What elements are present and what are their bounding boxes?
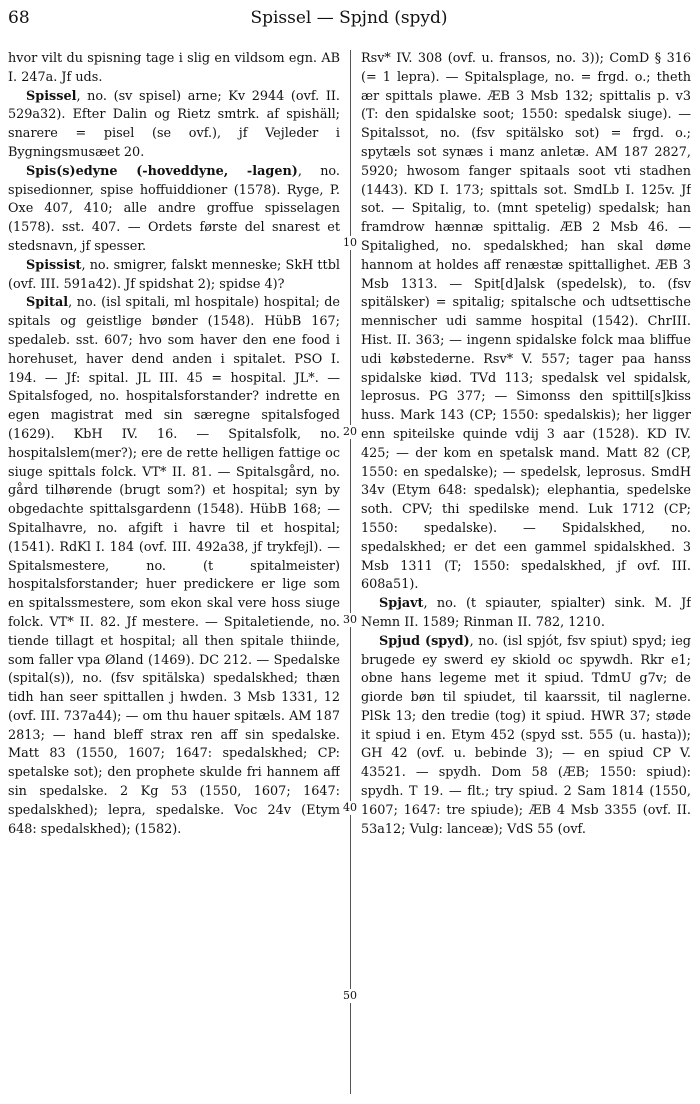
entry-headword: Spissist <box>26 257 82 273</box>
page-header <box>8 8 690 34</box>
dictionary-entry <box>361 595 691 633</box>
entry-text: Rsv* IV. 308 (ovf. u. fransos, no. 3)); ComD § 316 (= 1 lepra). — Spitalsplage, no. = frgd. o.; theth ær spittals plawe. ÆB 3 Msb 132; spittalis p. v3 (T: den spidalske soot; 1550: spedalsk siuge). — Spitalssot, no. (fsv spitälsko sot) = frgd. o.; spytæls sot synæs i manz anletæ. AM 187 2827, 5920; hwosom fanger spitaals soot vti stadhen (1443). KD I. 173; spittals sot. SmdLb I. 125v. Jf sot. — Spitalig, to. (mnt spetelig) spedalsk; han framdrow hænnæ spittalig. ÆB 2 Msb 46. — Spitalighed, no. spedalskhed; han skal døme hannom at holdes aff renæstæ spittallighet. ÆB 3 Msb 1313. — Spit[d]alsk (spedelsk), to. (fsv spitälsker) = spitalig; spitalsche och udtsettische mennischer udi samme hospital (1542). ChrIII. Hist. II. 363; — ingenn spidalske folck maa bliffue udi købstederne. Rsv* V. 557; tager paa hanss spidalske kiød. TVd 113; spedalsk vel spidalsk, leprosus. PG 377; — Simonss den spittil[s]kiss huss. Mark 143 (CP; 1550: spedalskis); her ligger enn spiteilske quinde vdij 3 aar (1528). KD IV. 425; — der kom en spetalsk mand. Matt 82 (CP, 1550: en spedalske); — spedelsk, leprosus. SmdH 34v (Etym 648: spedalsk); elephantia, spedelske soth. CPV; thi spedilske mend. Luk 1712 (CP; 1550: spedalske). — Spidalskhed, no. spedalskhed; er det een gammel spidalskhed. 3 Msb 1311 (T; 1550: spedalskhed, jf ovf. III. 608a51). <box>361 51 691 593</box>
entry-text: , no. spisedionner, spise hoffuiddioner (1578). Ryge, P. Oxe 407, 410; alle andre groffue spisselagen (1578). sst. 407. — Ordets første del snarest et stedsnavn, jf spesser. <box>8 163 340 254</box>
left-column <box>8 50 340 1094</box>
line-number: 30 <box>339 613 361 627</box>
entry-continuation <box>361 50 691 595</box>
dictionary-entry <box>8 163 340 257</box>
entry-headword: Spjavt <box>379 596 424 612</box>
entry-continuation <box>8 50 340 88</box>
dictionary-entry <box>361 633 691 840</box>
entry-headword: Spis(s)edyne (-hoveddyne, -lagen) <box>26 163 298 179</box>
column-divider <box>350 50 351 1094</box>
entry-text: , no. (isl spitali, ml hospitale) hospital; de spitals og geistlige bønder (1548). HübB 167; spedaleb. sst. 607; hvo som haver den ene food i horehuset, haver dend anden i spitalet. PSO I. 194. — Jf: spital. JL III. 45 = hospital. JL*. — Spitalsfoged, no. hospitalsforstander? indrette en egen magistrat med sin særegne spitalsfoged (1629). KbH IV. 16. — Spitalsfolk, no. hospitalslem(mer?); ere de rette helligen fattige oc siuge spittals folck. VT* II. 81. — Spitalsgård, no. gård tilhørende (brugt som?) et hospital; syn by obgedachte spittalsgardenn (1548). HübB 168; — Spitalhavre, no. afgift i havre til et hospital; (1541). RdKl I. 184 (ovf. III. 492a38, jf trykfejl). — Spitalsmestere, no. (t spitalmeister) hospitalsforstander; huer predickere er lige som en spitalssmestere, som ekon skal vere hoss siuge folck. VT* II. 82. Jf mestere. — Spitaletiende, no. tiende tillagt et hospital; all then spitale thiinde, som faller vpa Øland (1469). DC 212. — Spedalske (spital(s)), no. (fsv spitälska) spedalskhed; thæn tidh han seer spittallen j hwden. 3 Msb 1331, 12 (ovf. III. 737a44); — om thu hauer spitæls. AM 187 2813; — hand bleff strax ren aff sin spedalske. Matt 83 (1550, 1607; 1647: spedalskhed; CP: spetalske sot); den prophete skulde fri hannem aff sin spedalske. 2 Kg 53 (1550, 1607; 1647: spedalskhed); lepra, spedalske. Voc 24v (Etym 648: spedalskhed); (1582). <box>8 295 340 837</box>
entry-headword: Spissel <box>26 88 77 104</box>
entry-text: , no. (sv spisel) arne; Kv 2944 (ovf. II. 529a32). Efter Dalin og Rietz smtrk. af spishäll; snarere = pisel (se ovf.), jf Vejleder i Bygningsmusæet 20. <box>8 88 340 160</box>
dictionary-entry <box>8 294 340 839</box>
entry-text: , no. (t spiauter, spialter) sink. M. Jf Nemn II. 1589; Rinman II. 782, 1210. <box>361 596 691 630</box>
entry-text: , no. smigrer, falskt menneske; SkH ttbl (ovf. III. 591a42). Jf spidshat 2); spidse 4)? <box>8 257 340 292</box>
running-head: Spissel — Spjnd (spyd) <box>250 8 448 28</box>
dictionary-entry <box>8 257 340 295</box>
page-number: 68 <box>8 8 30 28</box>
line-number: 20 <box>339 425 361 439</box>
right-column <box>361 50 691 1094</box>
dictionary-entry <box>8 88 340 163</box>
line-number: 40 <box>339 801 361 815</box>
entry-headword: Spital <box>26 295 69 311</box>
entry-headword: Spjud (spyd) <box>379 633 470 649</box>
line-number: 50 <box>339 989 361 1003</box>
entry-text: hvor vilt du spisning tage i slig en vildsom egn. AB I. 247a. Jf uds. <box>8 51 340 85</box>
entry-text: , no. (isl spjót, fsv spiut) spyd; ieg brugede ey swerd ey skiold oc spywdh. Rkr e1; obne hans legeme met it spiud. TdmU g7v; de giorde bøn til spiudet, til kaarssit, til naglerne. PlSk 13; den tredie (tog) it spiud. HWR 37; støde it spiud i en. Etym 452 (spyd sst. 555 (u. hasta)); GH 42 (ovf. u. bebinde 3); — en spiud CP V. 43521. — spydh. Dom 58 (ÆB; 1550: spiud): spydh. T 19. — flt.; try spiud. 2 Sam 1814 (1550, 1607; 1647: tre spiude); ÆB 4 Msb 3355 (ovf. II. 53a12; Vulg: lanceæ); VdS 55 (ovf. <box>361 633 691 837</box>
line-number: 10 <box>339 236 361 250</box>
